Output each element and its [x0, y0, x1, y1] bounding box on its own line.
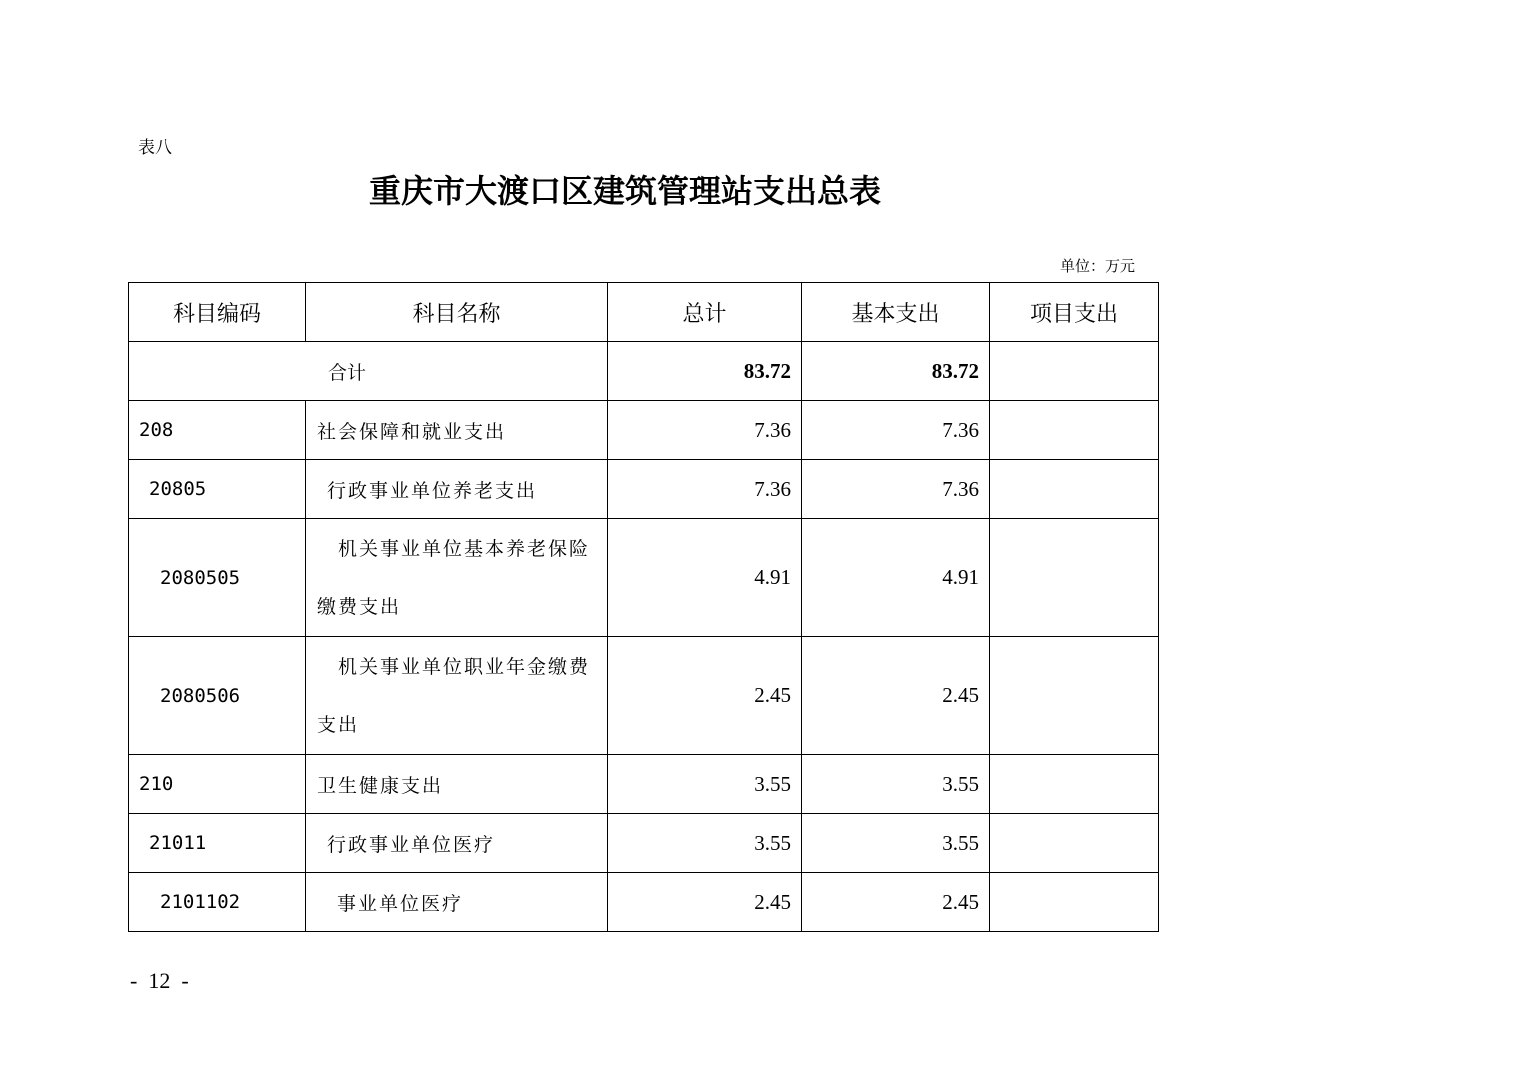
row-name-line1: 机关事业单位基本养老保险	[338, 537, 591, 560]
row-project	[990, 755, 1159, 814]
row-basic: 7.36	[802, 401, 990, 460]
table-row	[129, 519, 1159, 637]
row-total: 2.45	[608, 637, 802, 755]
row-code: 2080506	[129, 637, 306, 755]
row-total: 3.55	[608, 755, 802, 814]
row-name-line2: 缴费支出	[317, 595, 402, 618]
row-project	[990, 401, 1159, 460]
row-name	[306, 637, 608, 755]
total-project	[990, 342, 1159, 401]
row-name: 行政事业单位医疗	[306, 814, 608, 873]
row-name: 社会保障和就业支出	[306, 401, 608, 460]
row-total: 2.45	[608, 873, 802, 932]
document-title: 重庆市大渡口区建筑管理站支出总表	[369, 172, 882, 210]
row-name-line1: 机关事业单位职业年金缴费	[338, 655, 591, 678]
row-total: 3.55	[608, 814, 802, 873]
row-total: 7.36	[608, 460, 802, 519]
row-project	[990, 873, 1159, 932]
table-header-row	[129, 283, 1159, 342]
total-row	[129, 342, 1159, 401]
row-code: 210	[129, 755, 306, 814]
row-code: 20805	[129, 460, 306, 519]
row-project	[990, 519, 1159, 637]
table-row	[129, 873, 1159, 932]
row-total: 4.91	[608, 519, 802, 637]
page-number: - 12 -	[130, 968, 189, 993]
row-name-line2: 支出	[317, 713, 360, 736]
unit-note: 单位：万元	[1060, 257, 1136, 275]
column-header-basic: 基本支出	[802, 283, 990, 342]
column-header-name: 科目名称	[306, 283, 608, 342]
table-row	[129, 755, 1159, 814]
row-name: 卫生健康支出	[306, 755, 608, 814]
row-name: 行政事业单位养老支出	[306, 460, 608, 519]
table-row	[129, 460, 1159, 519]
row-basic: 3.55	[802, 755, 990, 814]
table-row	[129, 637, 1159, 755]
row-project	[990, 814, 1159, 873]
column-header-project: 项目支出	[990, 283, 1159, 342]
row-basic: 7.36	[802, 460, 990, 519]
row-basic: 3.55	[802, 814, 990, 873]
table-row	[129, 814, 1159, 873]
row-code: 21011	[129, 814, 306, 873]
expenditure-table	[128, 282, 1159, 932]
row-total: 7.36	[608, 401, 802, 460]
row-basic: 4.91	[802, 519, 990, 637]
row-code: 2101102	[129, 873, 306, 932]
table-tag: 表八	[138, 138, 172, 158]
row-project	[990, 637, 1159, 755]
row-basic: 2.45	[802, 873, 990, 932]
column-header-total: 总计	[608, 283, 802, 342]
row-name	[306, 519, 608, 637]
column-header-code: 科目编码	[129, 283, 306, 342]
table-row	[129, 401, 1159, 460]
row-code: 208	[129, 401, 306, 460]
row-code: 2080505	[129, 519, 306, 637]
row-name: 事业单位医疗	[306, 873, 608, 932]
row-basic: 2.45	[802, 637, 990, 755]
total-amount: 83.72	[608, 342, 802, 401]
total-label: 合计	[129, 342, 608, 401]
row-project	[990, 460, 1159, 519]
total-basic: 83.72	[802, 342, 990, 401]
